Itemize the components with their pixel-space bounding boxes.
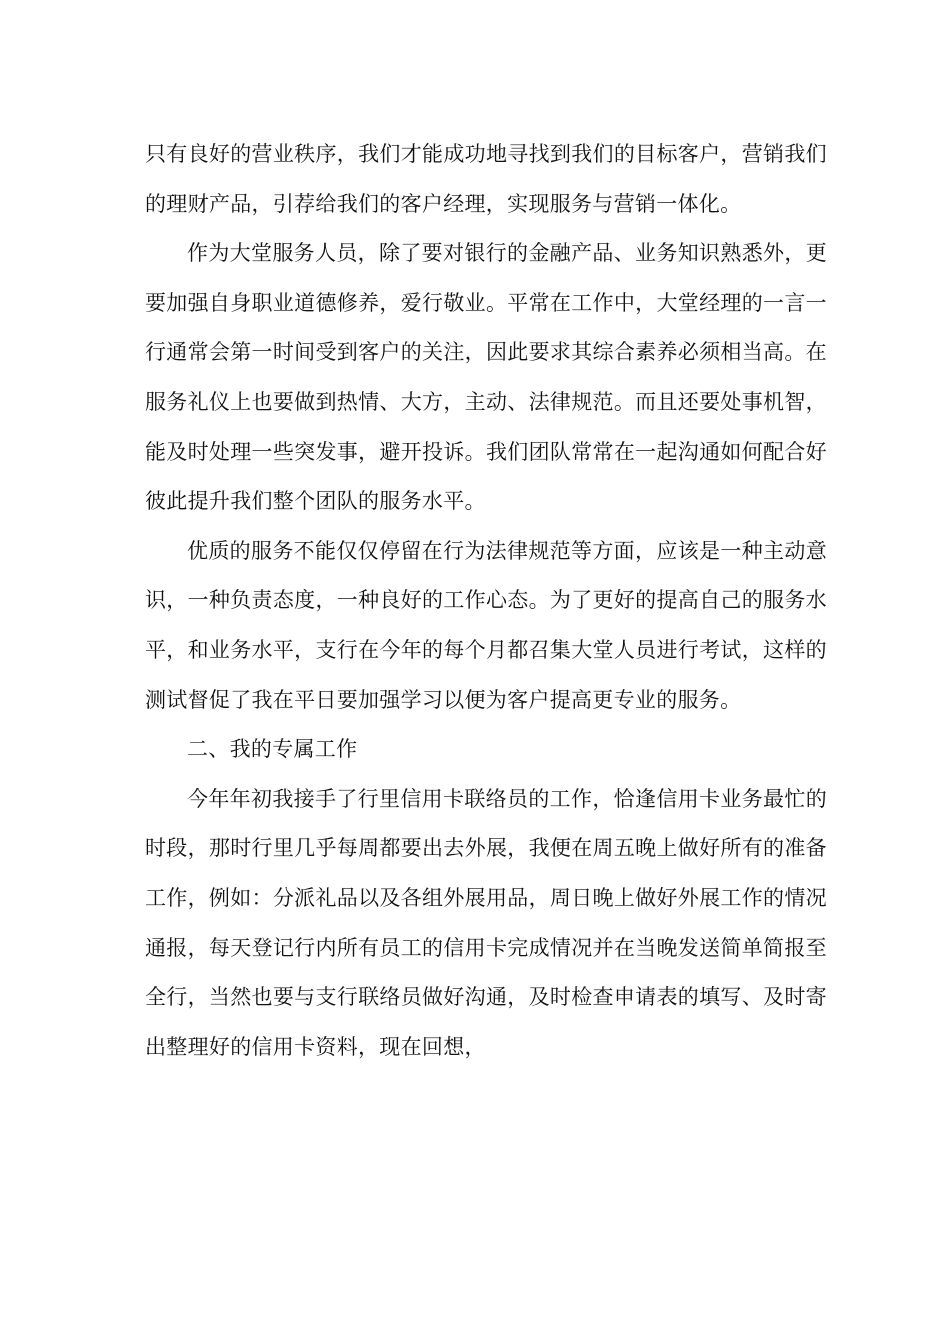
paragraph-1: 只有良好的营业秩序，我们才能成功地寻找到我们的目标客户，营销我们的理财产品，引荐给我们的客户经理，实现服务与营销一体化。	[145, 142, 827, 216]
paragraph-3: 优质的服务不能仅仅停留在行为法律规范等方面，应该是一种主动意识，一种负责态度，一种良好的工作心态。为了更好的提高自己的服务水平，和业务水平，支行在今年的每个月都召集大堂人员进行考试，这样的测试督促了我在平日要加强学习以便为客户提高更专业的服务。	[145, 538, 827, 712]
section-heading: 二、我的专属工作	[187, 737, 358, 762]
paragraph-4: 今年年初我接手了行里信用卡联络员的工作，恰逢信用卡业务最忙的时段，那时行里几乎每周都要出去外展，我便在周五晚上做好所有的准备工作，例如：分派礼品以及各组外展用品，周日晚上做好外展工作的情况通报，每天登记行内所有员工的信用卡完成情况并在当晚发送简单简报至全行，当然也要与支行联络员做好沟通，及时检查申请表的填写、及时寄出整理好的信用卡资料，现在回想，	[145, 786, 827, 1059]
document-body	[145, 130, 827, 1072]
paragraph-2: 作为大堂服务人员，除了要对银行的金融产品、业务知识熟悉外，更要加强自身职业道德修养，爱行敬业。平常在工作中，大堂经理的一言一行通常会第一时间受到客户的关注，因此要求其综合素养必须相当高。在服务礼仪上也要做到热情、大方，主动、法律规范。而且还要处事机智，能及时处理一些突发事，避开投诉。我们团队常常在一起沟通如何配合好彼此提升我们整个团队的服务水平。	[145, 241, 827, 514]
